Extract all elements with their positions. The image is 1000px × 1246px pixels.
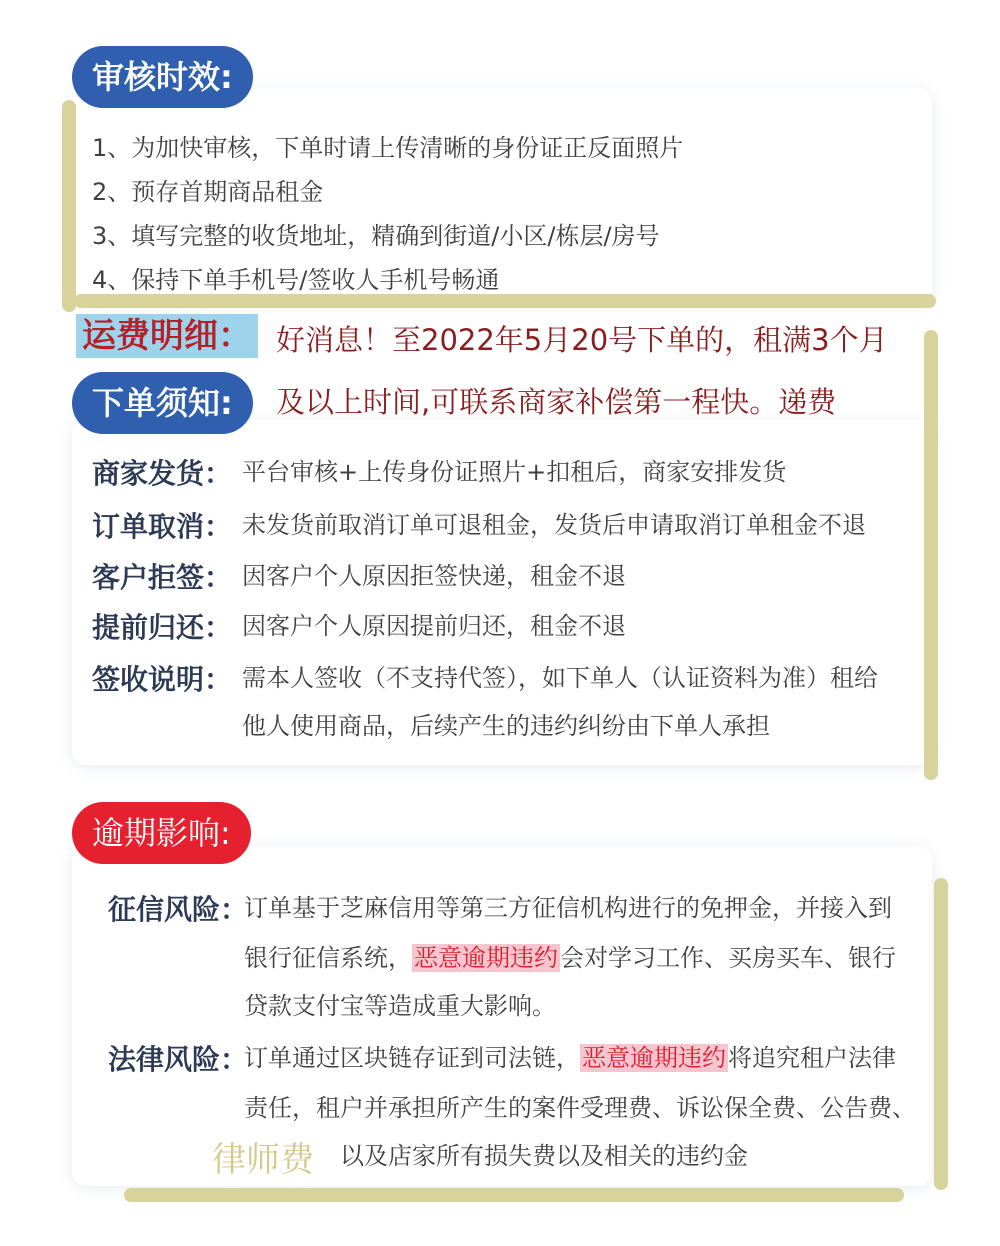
term-order-cancel: 订单取消： bbox=[92, 510, 233, 543]
legal-risk-line1-post: 将追究租户法律 bbox=[728, 1044, 896, 1072]
term-sign-note: 签收说明： bbox=[92, 663, 233, 696]
term-merchant-shipping: 商家发货： bbox=[92, 457, 233, 490]
review-item: 1、为加快审核，下单时请上传清晰的身份证正反面照片 bbox=[92, 134, 684, 162]
review-item: 2、预存首期商品租金 bbox=[92, 178, 324, 206]
credit-risk-line2 bbox=[244, 936, 896, 980]
malicious-overdue-highlight: 恶意逾期违约 bbox=[414, 944, 558, 972]
malicious-overdue-highlight: 恶意逾期违约 bbox=[582, 1044, 726, 1072]
credit-risk-line2-post: 会对学习工作、买房买车、银行 bbox=[560, 944, 896, 972]
shipping-notice-line2: 及以上时间,可联系商家补偿第一程快。递费 bbox=[276, 385, 837, 419]
marker-stroke bbox=[934, 878, 948, 1190]
desc-sign-note-cont: 他人使用商品，后续产生的违约纠纷由下单人承担 bbox=[242, 712, 770, 740]
marker-stroke bbox=[124, 1188, 904, 1202]
desc-merchant-shipping: 平台审核+上传身份证照片+扣租后，商家安排发货 bbox=[242, 458, 787, 486]
legal-risk-line1 bbox=[244, 1036, 896, 1080]
review-item: 4、保持下单手机号/签收人手机号畅通 bbox=[92, 266, 500, 294]
legal-risk-line1-pre: 订单通过区块链存证到司法链， bbox=[244, 1044, 580, 1072]
desc-customer-reject: 因客户个人原因拒签快递，租金不退 bbox=[242, 562, 626, 590]
overdue-title: 逾期影响: bbox=[72, 802, 251, 864]
shipping-notice-line1: 好消息！至2022年5月20号下单的，租满3个月 bbox=[276, 323, 888, 357]
shipping-label: 运费明细： bbox=[76, 314, 258, 358]
credit-risk-line1: 订单基于芝麻信用等第三方征信机构进行的免押金，并接入到 bbox=[244, 894, 892, 922]
desc-early-return: 因客户个人原因提前归还，租金不退 bbox=[242, 612, 626, 640]
review-item: 3、填写完整的收货地址，精确到街道/小区/栋层/房号 bbox=[92, 222, 660, 250]
term-customer-reject: 客户拒签： bbox=[92, 561, 233, 594]
review-title: 审核时效: bbox=[72, 46, 253, 108]
lawyer-fee-label: 律师费 bbox=[212, 1140, 314, 1180]
marker-stroke bbox=[924, 330, 938, 780]
desc-sign-note: 需本人签收（不支持代签），如下单人（认证资料为准）租给 bbox=[242, 664, 878, 692]
order-notes-title: 下单须知: bbox=[72, 372, 253, 434]
credit-risk-line3: 贷款支付宝等造成重大影响。 bbox=[244, 992, 556, 1020]
marker-stroke bbox=[74, 294, 936, 308]
term-credit-risk: 征信风险： bbox=[108, 893, 249, 926]
credit-risk-line2-pre: 银行征信系统， bbox=[244, 944, 412, 972]
legal-risk-line2: 责任，租户并承担所产生的案件受理费、诉讼保全费、公告费、 bbox=[244, 1094, 916, 1122]
term-early-return: 提前归还： bbox=[92, 611, 233, 644]
legal-risk-line3: 以及店家所有损失费以及相关的违约金 bbox=[340, 1142, 748, 1170]
desc-order-cancel: 未发货前取消订单可退租金，发货后申请取消订单租金不退 bbox=[242, 511, 866, 539]
marker-stroke bbox=[62, 100, 76, 312]
term-legal-risk: 法律风险： bbox=[108, 1043, 249, 1076]
